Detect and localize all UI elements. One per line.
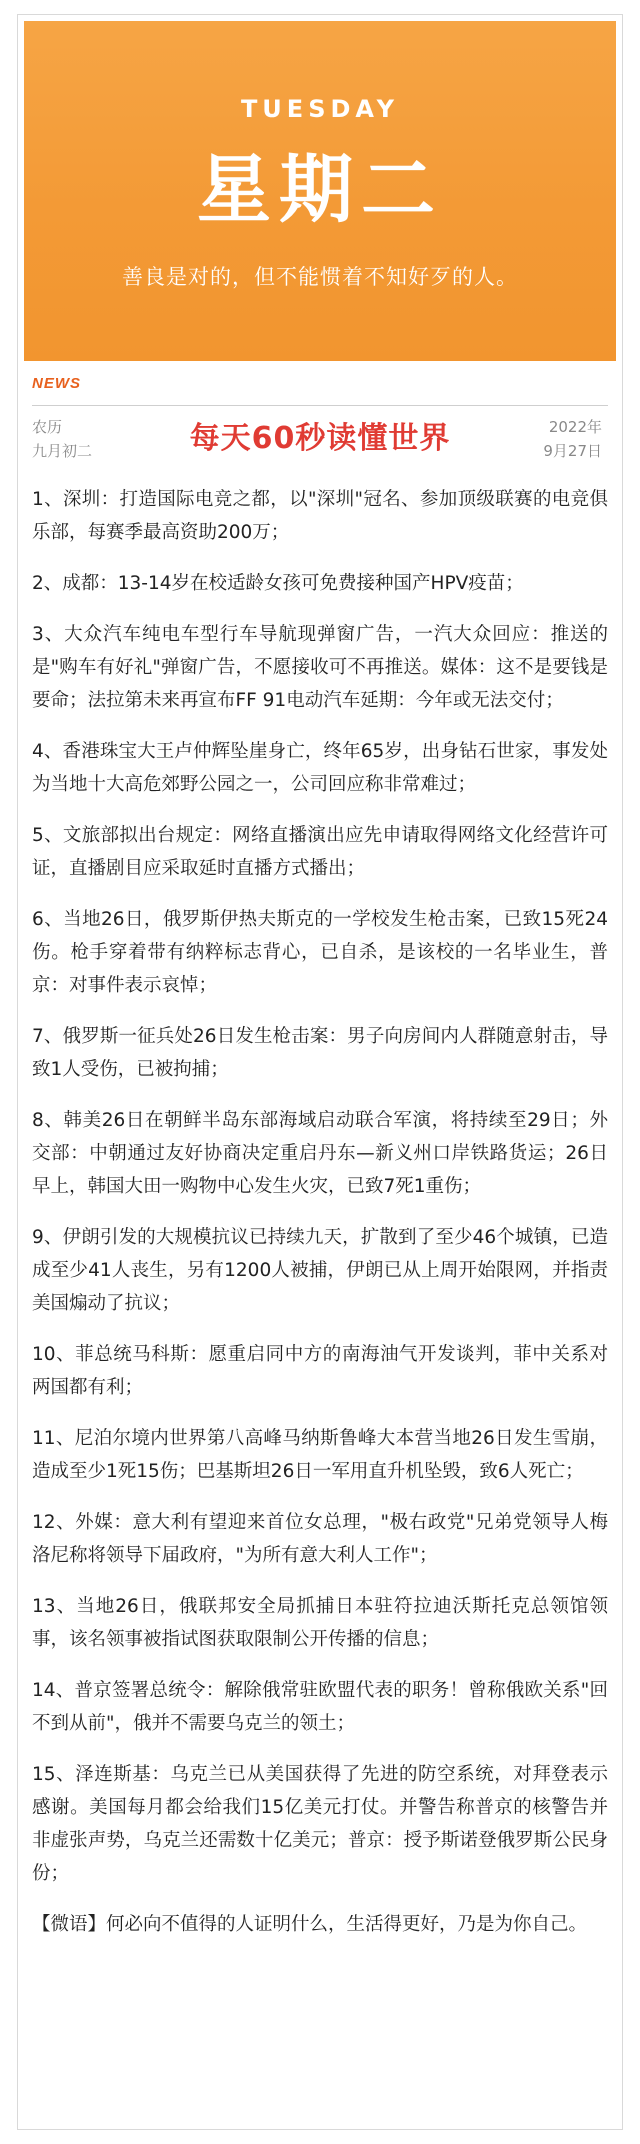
closing-quote: 【微语】何必向不值得的人证明什么，生活得更好，乃是为你自己。 [32, 1914, 588, 1935]
page-title: 每天60秒读懂世界 [189, 421, 451, 456]
date-day: 9月27日 [543, 442, 602, 460]
lunar-date: 九月初二 [32, 442, 93, 460]
news-item: 4、香港珠宝大王卢仲辉坠崖身亡，终年65岁，出身钻石世家，事发处为当地十大高危郊野公园之一，公司回应称非常难过； [32, 741, 608, 795]
weekday-english: TUESDAY [240, 95, 400, 123]
news-item: 8、韩美26日在朝鲜半岛东部海域启动联合军演，将持续至29日；外交部：中朝通过友好协商决定重启丹东—新义州口岸铁路货运；26日早上，韩国大田一购物中心发生火灾，已致7死1重伤； [32, 1110, 608, 1197]
header-divider [32, 405, 608, 406]
news-item: 12、外媒：意大利有望迎来首位女总理，"极右政党"兄弟党领导人梅洛尼称将领导下届政府，"为所有意大利人工作"； [32, 1512, 608, 1566]
news-item: 1、深圳：打造国际电竞之都，以"深圳"冠名、参加顶级联赛的电竞俱乐部，每赛季最高资助200万； [32, 489, 608, 543]
article-card [17, 14, 623, 2130]
news-item: 5、文旅部拟出台规定：网络直播演出应先申请取得网络文化经营许可证，直播剧目应采取延时直播方式播出； [32, 825, 608, 879]
news-tag: NEWS [32, 375, 81, 392]
news-item: 11、尼泊尔境内世界第八高峰马纳斯鲁峰大本营当地26日发生雪崩，造成至少1死15伤；巴基斯坦26日一军用直升机坠毁，致6人死亡； [32, 1428, 608, 1482]
lunar-label: 农历 [32, 418, 63, 436]
weekday-chinese: 星期二 [197, 147, 443, 233]
news-item: 2、成都：13-14岁在校适龄女孩可免费接种国产HPV疫苗； [32, 573, 524, 594]
date-year: 2022年 [548, 418, 602, 436]
news-item: 9、伊朗引发的大规模抗议已持续九天，扩散到了至少46个城镇，已造成至少41人丧生，另有1200人被捕，伊朗已从上周开始限网，并指责美国煽动了抗议； [32, 1227, 608, 1314]
news-list [32, 483, 608, 1941]
news-item: 10、菲总统马科斯：愿重启同中方的南海油气开发谈判，菲中关系对两国都有利； [32, 1344, 608, 1398]
news-item: 14、普京签署总统令：解除俄常驻欧盟代表的职务！曾称俄欧关系"回不到从前"，俄并不需要乌克兰的领土； [32, 1680, 608, 1734]
daily-motto: 善良是对的，但不能惯着不知好歹的人。 [122, 265, 518, 289]
news-item: 3、大众汽车纯电车型行车导航现弹窗广告，一汽大众回应：推送的是"购车有好礼"弹窗广告，不愿接收可不再推送。媒体：这不是要钱是要命；法拉第未来再宣布FF 91电动汽车延期：今年或无法交付； [32, 624, 608, 711]
weekday-banner [24, 21, 616, 361]
gregorian-date-block [543, 415, 602, 463]
news-item: 15、泽连斯基：乌克兰已从美国获得了先进的防空系统，对拜登表示感谢。美国每月都会给我们15亿美元打仗。并警告称普京的核警告并非虚张声势，乌克兰还需数十亿美元；普京：授予斯诺登俄罗斯公民身份； [32, 1764, 608, 1884]
news-item: 7、俄罗斯一征兵处26日发生枪击案：男子向房间内人群随意射击，导致1人受伤，已被拘捕； [32, 1026, 608, 1080]
news-item: 6、当地26日，俄罗斯伊热夫斯克的一学校发生枪击案，已致15死24伤。枪手穿着带有纳粹标志背心，已自杀，是该校的一名毕业生，普京：对事件表示哀悼； [32, 909, 608, 996]
news-item: 13、当地26日，俄联邦安全局抓捕日本驻符拉迪沃斯托克总领馆领事，该名领事被指试图获取限制公开传播的信息； [32, 1596, 608, 1650]
